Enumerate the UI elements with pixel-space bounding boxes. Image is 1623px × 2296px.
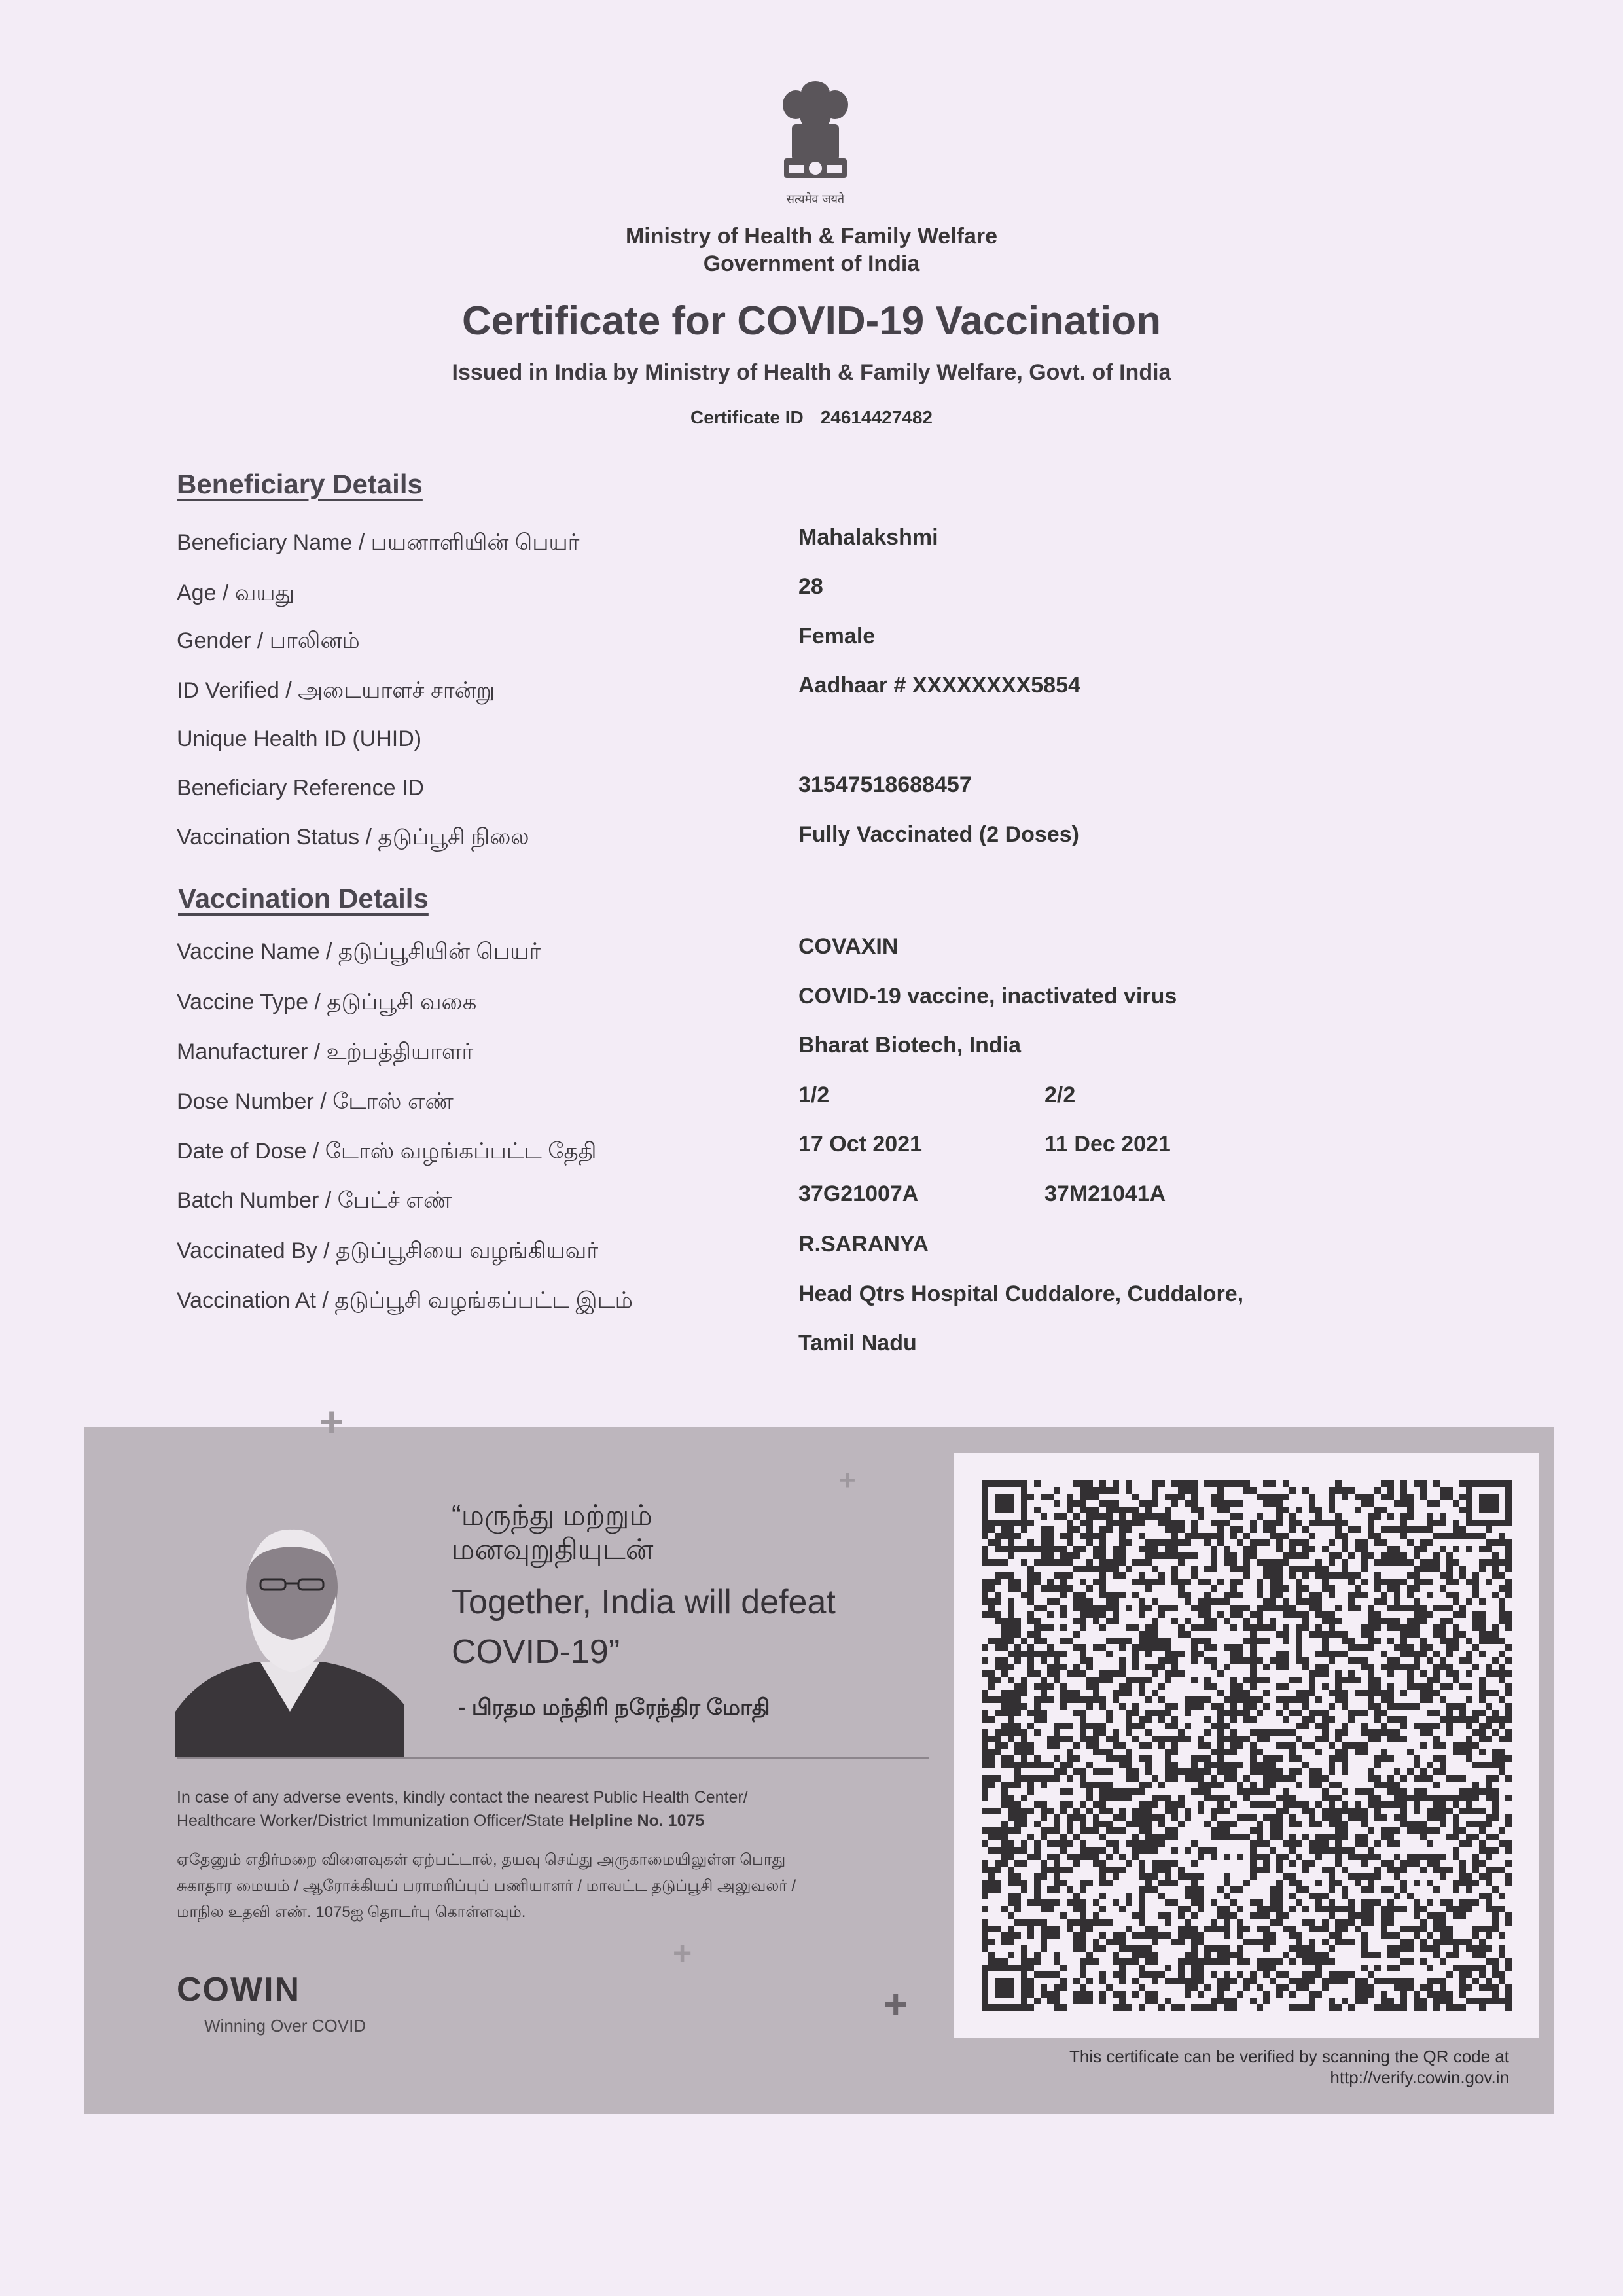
dose-1-number: 1/2 [798,1083,830,1107]
adverse-events-english [177,1785,929,1833]
dose-1-date: 17 Oct 2021 [798,1132,923,1157]
beneficiary-name-label: Beneficiary Name / பயனாளியின் பெயர் [177,530,580,555]
portrait-image [175,1515,404,1757]
vaccinated-at-line1: Head Qtrs Hospital Cuddalore, Cuddalore, [798,1282,1244,1306]
verify-line1: This certificate can be verified by scanning the QR code at [1069,2047,1509,2066]
id-verified-value: Aadhaar # XXXXXXXX5854 [798,673,1080,698]
age-value: 28 [798,574,823,599]
verify-url[interactable]: http://verify.cowin.gov.in [1330,2068,1509,2087]
quote-english-line2: COVID-19” [452,1633,620,1671]
verify-note [929,2046,1509,2088]
beneficiary-name-value: Mahalakshmi [798,525,938,550]
quote-tamil-line2: மனவுறுதியுடன் [452,1534,654,1566]
divider [177,1757,929,1759]
batch-number-label: Batch Number / பேட்ச் எண் [177,1188,452,1213]
ministry-name: Ministry of Health & Family Welfare [625,224,998,249]
certificate-id [0,407,1623,428]
plus-decoration-icon: + [883,1981,908,2028]
cowin-logo: COWIN [177,1971,301,2009]
vaccination-status-label: Vaccination Status / தடுப்பூசி நிலை [177,825,529,850]
manufacturer-value: Bharat Biotech, India [798,1033,1022,1058]
reference-id-value: 31547518688457 [798,772,972,797]
id-verified-label: ID Verified / அடையாளச் சான்று [177,678,495,703]
dose-1-batch: 37G21007A [798,1181,919,1206]
gender-label: Gender / பாலினம் [177,628,360,653]
gender-value: Female [798,624,876,649]
quote-english [452,1577,897,1677]
plus-decoration-icon: + [319,1398,344,1445]
emblem-caption: सत्यमेव जयते [786,192,845,206]
plus-decoration-icon: + [673,1935,692,1971]
adverse-tamil-line2: சுகாதார மையம் / ஆரோக்கியப் பராமரிப்புப் பணியாளர் / மாவட்ட தடுப்பூசி அலுவலர் / [177,1877,796,1895]
quote-tamil-line1: “மருந்து மற்றும் [452,1499,652,1532]
cowin-tagline: Winning Over COVID [204,2016,366,2036]
qr-finder-pattern [982,1965,1027,2011]
vaccinated-at-label: Vaccination At / தடுப்பூசி வழங்கப்பட்ட இடம் [177,1288,633,1313]
issued-by: Issued in India by Ministry of Health & Family Welfare, Govt. of India [452,360,1171,385]
vaccination-status-value: Fully Vaccinated (2 Doses) [798,822,1079,847]
dose-2-date: 11 Dec 2021 [1044,1132,1171,1157]
page-title: Certificate for COVID-19 Vaccination [461,298,1162,344]
adverse-english-line1: In case of any adverse events, kindly contact the nearest Public Health Center/ [177,1788,748,1806]
qr-modules [982,1480,1512,2011]
qr-code-icon [954,1453,1539,2038]
quote-english-line1: Together, India will defeat [452,1583,836,1621]
adverse-tamil-line3: மாநில உதவி எண். 1075ஐ தொடர்பு கொள்ளவும். [177,1903,526,1921]
vaccine-type-value: COVID-19 vaccine, inactivated virus [798,984,1177,1009]
dose-2-number: 2/2 [1044,1083,1076,1107]
qr-finder-pattern [1466,1480,1512,1526]
dose-date-label: Date of Dose / டோஸ் வழங்கப்பட்ட தேதி [177,1139,597,1164]
vaccine-name-label: Vaccine Name / தடுப்பூசியின் பெயர் [177,939,541,964]
vaccination-heading: Vaccination Details [178,883,429,914]
manufacturer-label: Manufacturer / உற்பத்தியாளர் [177,1039,474,1064]
qr-finder-pattern [982,1480,1027,1526]
reference-id-label: Beneficiary Reference ID [177,776,424,800]
adverse-tamil-line1: ஏதேனும் எதிர்மறை விளைவுகள் ஏற்பட்டால், தயவு செய்து அருகாமையிலுள்ள பொது [177,1851,786,1869]
vaccine-type-label: Vaccine Type / தடுப்பூசி வகை [177,990,477,1014]
certificate-id-value: 24614427482 [820,407,933,427]
government-name: Government of India [703,251,920,276]
beneficiary-heading: Beneficiary Details [177,469,423,499]
vaccinated-by-value: R.SARANYA [798,1232,929,1257]
age-label: Age / வயது [177,581,295,605]
certificate-id-label: Certificate ID [690,407,804,427]
vaccinated-by-label: Vaccinated By / தடுப்பூசியை வழங்கியவர் [177,1238,599,1263]
national-emblem-icon [770,79,861,213]
adverse-english-line2: Healthcare Worker/District Immunization Officer/State [177,1812,565,1830]
helpline-number: Helpline No. 1075 [569,1812,705,1830]
ministry-heading [0,223,1623,278]
vaccine-name-value: COVAXIN [798,934,899,959]
adverse-events-tamil [177,1847,929,1926]
plus-decoration-icon: + [839,1464,856,1496]
uhid-label: Unique Health ID (UHID) [177,726,422,751]
qr-code-container [954,1453,1539,2038]
quote-attribution: - பிரதம மந்திரி நரேந்திர மோதி [458,1695,770,1720]
quote-tamil [452,1499,653,1567]
vaccinated-at-line2: Tamil Nadu [798,1331,917,1355]
dose-number-label: Dose Number / டோஸ் எண் [177,1089,454,1114]
dose-2-batch: 37M21041A [1044,1181,1166,1206]
